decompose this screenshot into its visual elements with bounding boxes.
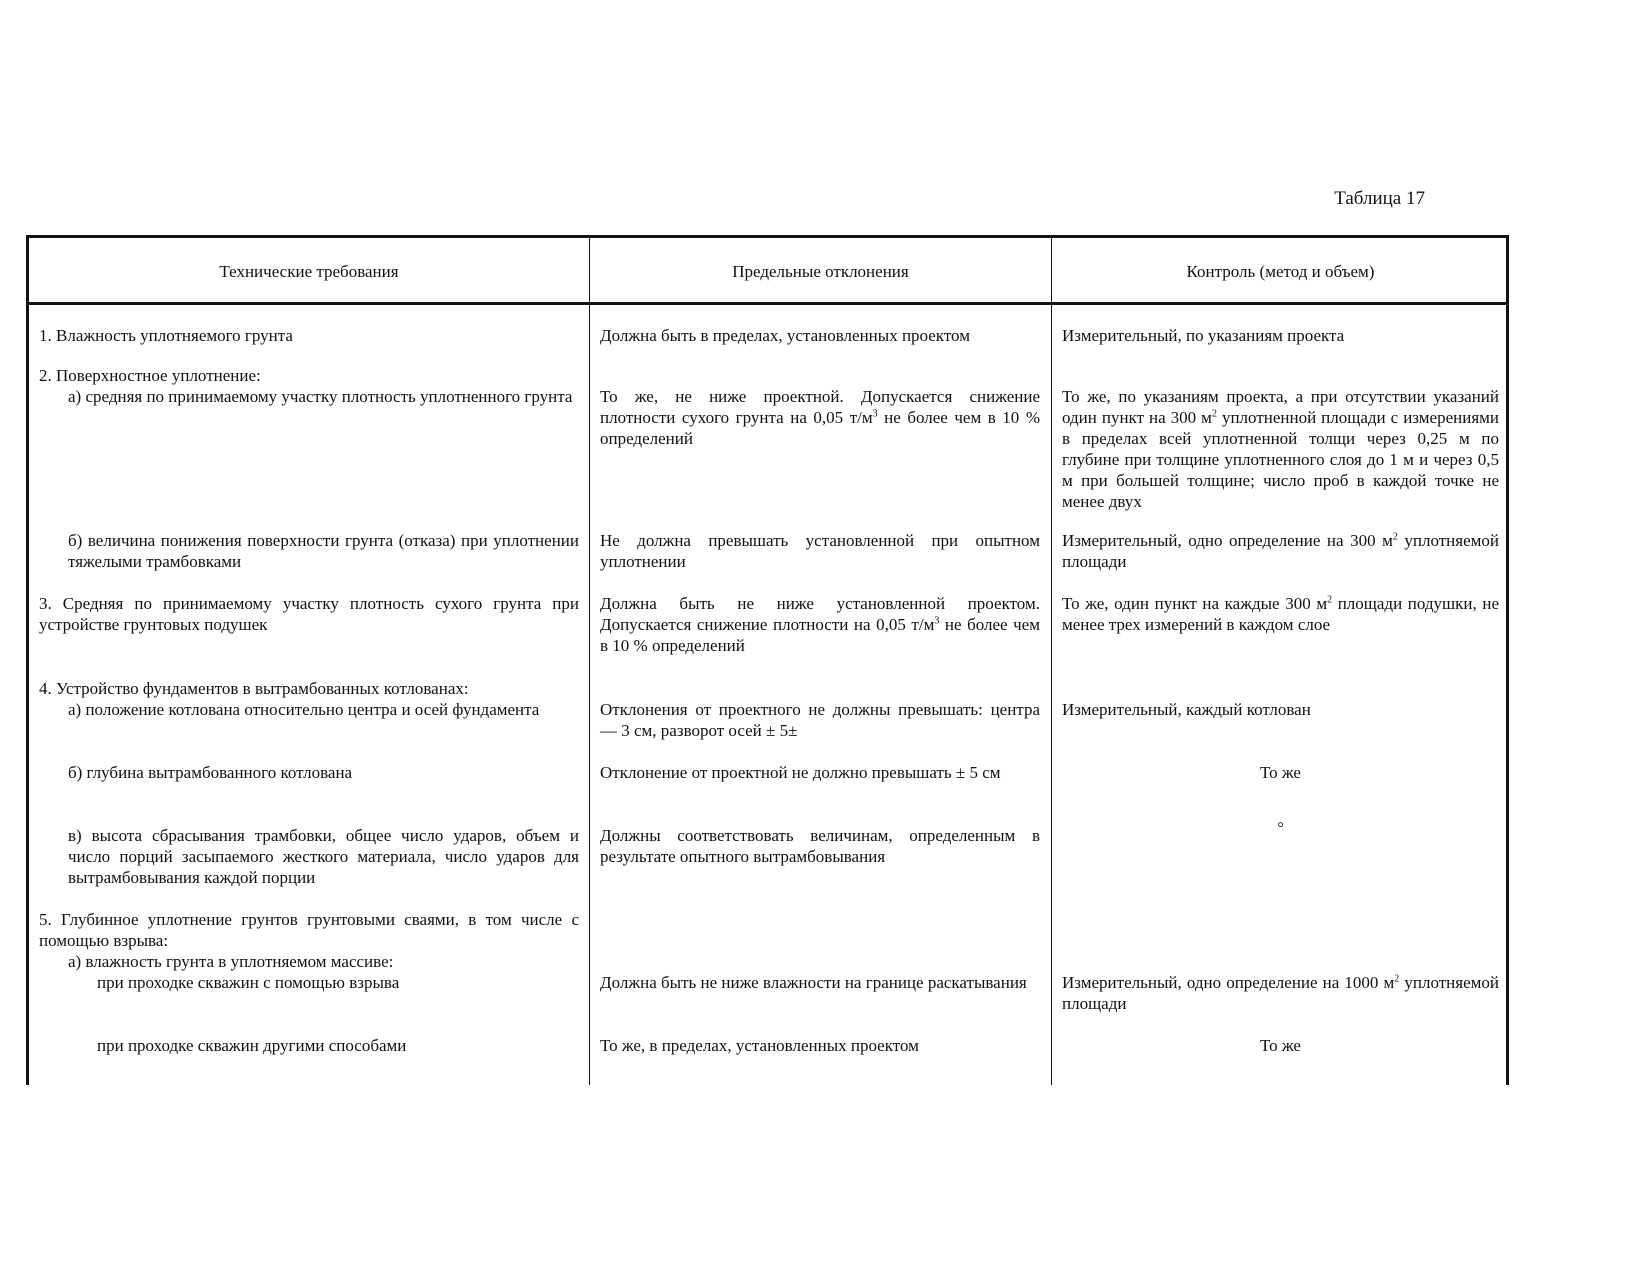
row2a-deviation: То же, не ниже проектной. Допускается снижение плотности сухого грунта на 0,05 $т/м^3$ не более чем в 10 % определений bbox=[600, 387, 1040, 448]
row5a1-control: Измерительный, одно определение на 1000 $м^2$ уплотняемой площади bbox=[1062, 973, 1499, 1013]
header-requirements: Технические требования bbox=[219, 262, 399, 281]
row5a2-requirement: при проходке скважин другими способами bbox=[97, 1036, 407, 1055]
row3-control: То же, один пункт на каждые 300 $м^2$ площади подушки, не менее трех измерений в каждом слое bbox=[1062, 594, 1500, 634]
row1-deviation: Должна быть в пределах, установленных проектом bbox=[600, 326, 970, 345]
row2-title: 2. Поверхностное уплотнение: bbox=[39, 366, 261, 385]
column-divider-2 bbox=[1051, 238, 1052, 1085]
header-separator bbox=[29, 302, 1506, 305]
row4c-requirement: в) высота сбрасывания трамбовки, общее число ударов, объем и число порций засыпаемого жесткого материала, число ударов для вытрамбовывания каждой порции bbox=[68, 826, 579, 887]
row4a-deviation: Отклонения от проектного не должны превышать: центра — 3 см, разворот осей ± 5± bbox=[600, 700, 1040, 740]
row4c-deviation: Должны соответствовать величинам, определенным в результате опытного вытрамбовывания bbox=[600, 826, 1040, 866]
row2b-deviation: Не должна превышать установленной при опытном уплотнении bbox=[600, 531, 1040, 571]
row2a-requirement: а) средняя по принимаемому участку плотность уплотненного грунта bbox=[68, 387, 573, 406]
row1-control: Измерительный, по указаниям проекта bbox=[1062, 326, 1345, 345]
header-deviations: Предельные отклонения bbox=[732, 262, 909, 281]
row5-title: 5. Глубинное уплотнение грунтов грунтовыми сваями, в том числе с помощью взрыва: bbox=[39, 910, 579, 950]
column-divider-1 bbox=[589, 238, 590, 1085]
row2b-control: Измерительный, одно определение на 300 $м^2$ уплотняемой площади bbox=[1062, 531, 1499, 571]
row5a2-deviation: То же, в пределах, установленных проектом bbox=[600, 1036, 919, 1055]
table-caption: Таблица 17 bbox=[1334, 188, 1425, 209]
row5a1-requirement: при проходке скважин с помощью взрыва bbox=[97, 973, 400, 992]
row2b-requirement: б) величина понижения поверхности грунта (отказа) при уплотнении тяжелыми трамбовками bbox=[68, 531, 579, 571]
row4-title: 4. Устройство фундаментов в вытрамбованных котлованах: bbox=[39, 679, 469, 698]
row4b-requirement: б) глубина вытрамбованного котлована bbox=[68, 763, 353, 782]
row4a-requirement: а) положение котлована относительно центра и осей фундамента bbox=[68, 700, 540, 719]
row4a-control: Измерительный, каждый котлован bbox=[1062, 700, 1311, 719]
row4b-control: То же bbox=[1260, 763, 1301, 782]
row5a2-control: То же bbox=[1260, 1036, 1301, 1055]
row2a-control: То же, по указаниям проекта, а при отсутствии указаний один пункт на 300 $м^2$ уплотненной площади с измерениями в пределах всей уплотненной толщи через 0,25 м по глубине при толщине уплотненного слоя до 1 м и через 0,5 м при большей толщине; число проб в каждой точке не менее двух bbox=[1062, 387, 1499, 511]
row5a1-deviation: Должна быть не ниже влажности на границе раскатывания bbox=[600, 973, 1027, 992]
requirements-table bbox=[26, 235, 1509, 1085]
row4b-deviation: Отклонение от проектной не должно превышать ± 5 см bbox=[600, 763, 1001, 782]
row5a-title: а) влажность грунта в уплотняемом массиве: bbox=[68, 952, 394, 971]
row3-deviation: Должна быть не ниже установленной проектом. Допускается снижение плотности на 0,05 $т/м^3$ не более чем в 10 % определений bbox=[600, 594, 1040, 655]
row3-requirement: 3. Средняя по принимаемому участку плотность сухого грунта при устройстве грунтовых подушек bbox=[39, 594, 579, 634]
row4c-control-ditto-mark: ° bbox=[1277, 820, 1284, 837]
header-control: Контроль (метод и объем) bbox=[1186, 262, 1375, 281]
row1-requirement: 1. Влажность уплотняемого грунта bbox=[39, 326, 293, 345]
